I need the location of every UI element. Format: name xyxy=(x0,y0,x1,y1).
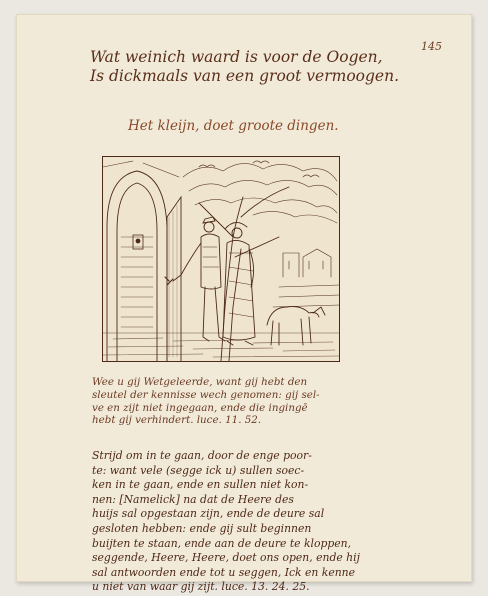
manuscript-page xyxy=(16,14,472,594)
stone-arch xyxy=(103,161,181,361)
subtitle: Het kleijn, doet groote dingen. xyxy=(128,118,339,134)
tree xyxy=(199,187,289,361)
verse-luke-13-24-25: Strijd om in te gaan, door de enge poor- te: want vele (segge ick u) sullen soec- ken in te gaan, ende en sullen niet kon- nen: [Namelick] na dat de Heere des huijs sal opgestaan zijn, ende de deure sal gesloten hebben: ende gij sult beginnen buijten te staan, ende aan de deure te kloppen, seggende, Heere, Heere, doet ons open, ende hij sal antwoorden ende tot u seggen, Ick en kenne u niet van waar gij zijt. luce. 13. 24. 25. xyxy=(92,449,360,594)
etching-illustration xyxy=(102,156,340,362)
motto-line-1: Wat weinich waard is voor de Oogen, xyxy=(90,48,383,66)
page-number: 145 xyxy=(421,40,442,53)
motto-heading xyxy=(90,48,450,86)
tree-foliage xyxy=(183,161,337,223)
motto-line-2: Is dickmaals van een groot vermoogen. xyxy=(90,67,399,85)
dog xyxy=(267,307,325,345)
distant-landscape xyxy=(273,249,339,307)
etching-drawing xyxy=(103,157,339,361)
verse-luke-11-52: Wee u gij Wetgeleerde, want gij hebt den sleutel der kennisse wech genomen: gij sel- ve en zijt niet ingegaan, ende die ingingē hebt gij verhindert. luce. 11. 52. xyxy=(92,376,320,427)
figure-left-man xyxy=(165,217,225,341)
ground-hatching xyxy=(103,333,339,357)
